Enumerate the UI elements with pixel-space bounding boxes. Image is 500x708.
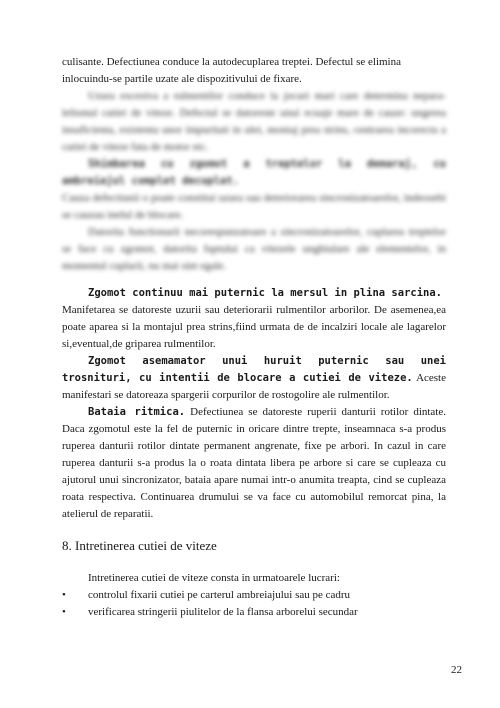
paragraph: Datorita functionarii necorespunzatoare a sincronizatoarelor, cuplarea treptelor se face cu zgomot, datorita faptului ca vitezele unghiulare ale elementelor, in momentul cuplarii, nu mai sint egale. — [62, 226, 446, 272]
paragraph-heading: Zgomot asemamator unui huruit puternic sau unei trosnituri, cu intentii de blocare a cutiei de viteze. — [62, 355, 446, 384]
list-item-text: verificarea stringerii piulitelor de la flansa arborelui secundar — [88, 606, 358, 618]
page-number: 22 — [451, 664, 462, 676]
list-item-text: controlul fixarii cutiei pe carterul ambreiajului sau pe cadru — [88, 589, 351, 601]
paragraph-heading: Shimbarea cu zgomot a treptelor la demaraj, cu ambreiajul complet decuplat. — [62, 158, 446, 187]
paragraph: Manifetarea se datoreste uzurii sau deteriorarii rulmentilor arborilor. De asemenea,ea poate aparea si la montajul prea strins,fiind urmata de de incalziri locale ale lagarelor si,eventual,de griparea rulmentilor. — [62, 304, 446, 350]
paragraph-heading: Bataia ritmica. — [88, 406, 186, 418]
section-bataia-ritmica — [62, 404, 446, 523]
paragraph: Uzura excesiva a rulmentilor conduce la jocuri mari care determina neparalelismul cutiei de viteze. Defectul se datoreste unui ecuaje mare de cauze: ungerea insuficienta, existenta unor impuritati in ulei, montaj prea strins, centrarea incorecta a cutiei de viteze fata de motor etc. — [62, 90, 446, 153]
paragraph-text: Defectiunea se datoreste ruperii danturii rotilor dintate. Daca zgomotul este la fel de puternic in oricare dintre trepte, inseamnaca s-a produs ruperea danturii rotilor dintate permanent angrenate, fixe pe arbori. In cazul in care ruperea danturii s-a produs la o roata dintata libera pe arbore si care se cupleaza cu ajutorul unui sincronizator, bataia apare numai intr-o anumita treapta, cind se cupleaza roata respectiva. Continuarea drumului se va face cu automobilul remorcat pina, la atelierul de reparatii. — [62, 406, 446, 520]
chapter-heading: 8. Intretinerea cutiei de viteze — [62, 538, 217, 553]
paragraph-heading: Zgomot continuu mai puternic la mersul in plina sarcina. — [88, 287, 443, 299]
text-line: culisante. Defectiunea conduce la autodecuplarea treptei. Defectul se elimina — [62, 56, 401, 68]
section-zgomot-continuu — [62, 285, 446, 302]
text-line: inlocuindu-se partile uzate ale dispozitivului de fixare. — [62, 73, 302, 85]
paragraph: Cauza defectiunii o poate constitui uzura sau deteriorarea sincronizatoarelor, indeosebi se cauzau inelul de blocare. — [62, 192, 446, 221]
bullet-icon: • — [62, 589, 66, 601]
bullet-icon: • — [62, 606, 66, 618]
list-item — [62, 587, 446, 604]
chapter-intro: Intretinerea cutiei de viteze consta in urmatoarele lucrari: — [88, 572, 340, 584]
list-item — [62, 604, 446, 621]
bullet-list — [62, 587, 446, 621]
page-content — [62, 54, 446, 621]
paragraph-text: Aceste manifestari se datoreaza spargerii corpurilor de rostogolire ale rulmentilor. — [62, 372, 446, 401]
section-huruit — [62, 353, 446, 404]
blurred-region — [62, 88, 446, 275]
